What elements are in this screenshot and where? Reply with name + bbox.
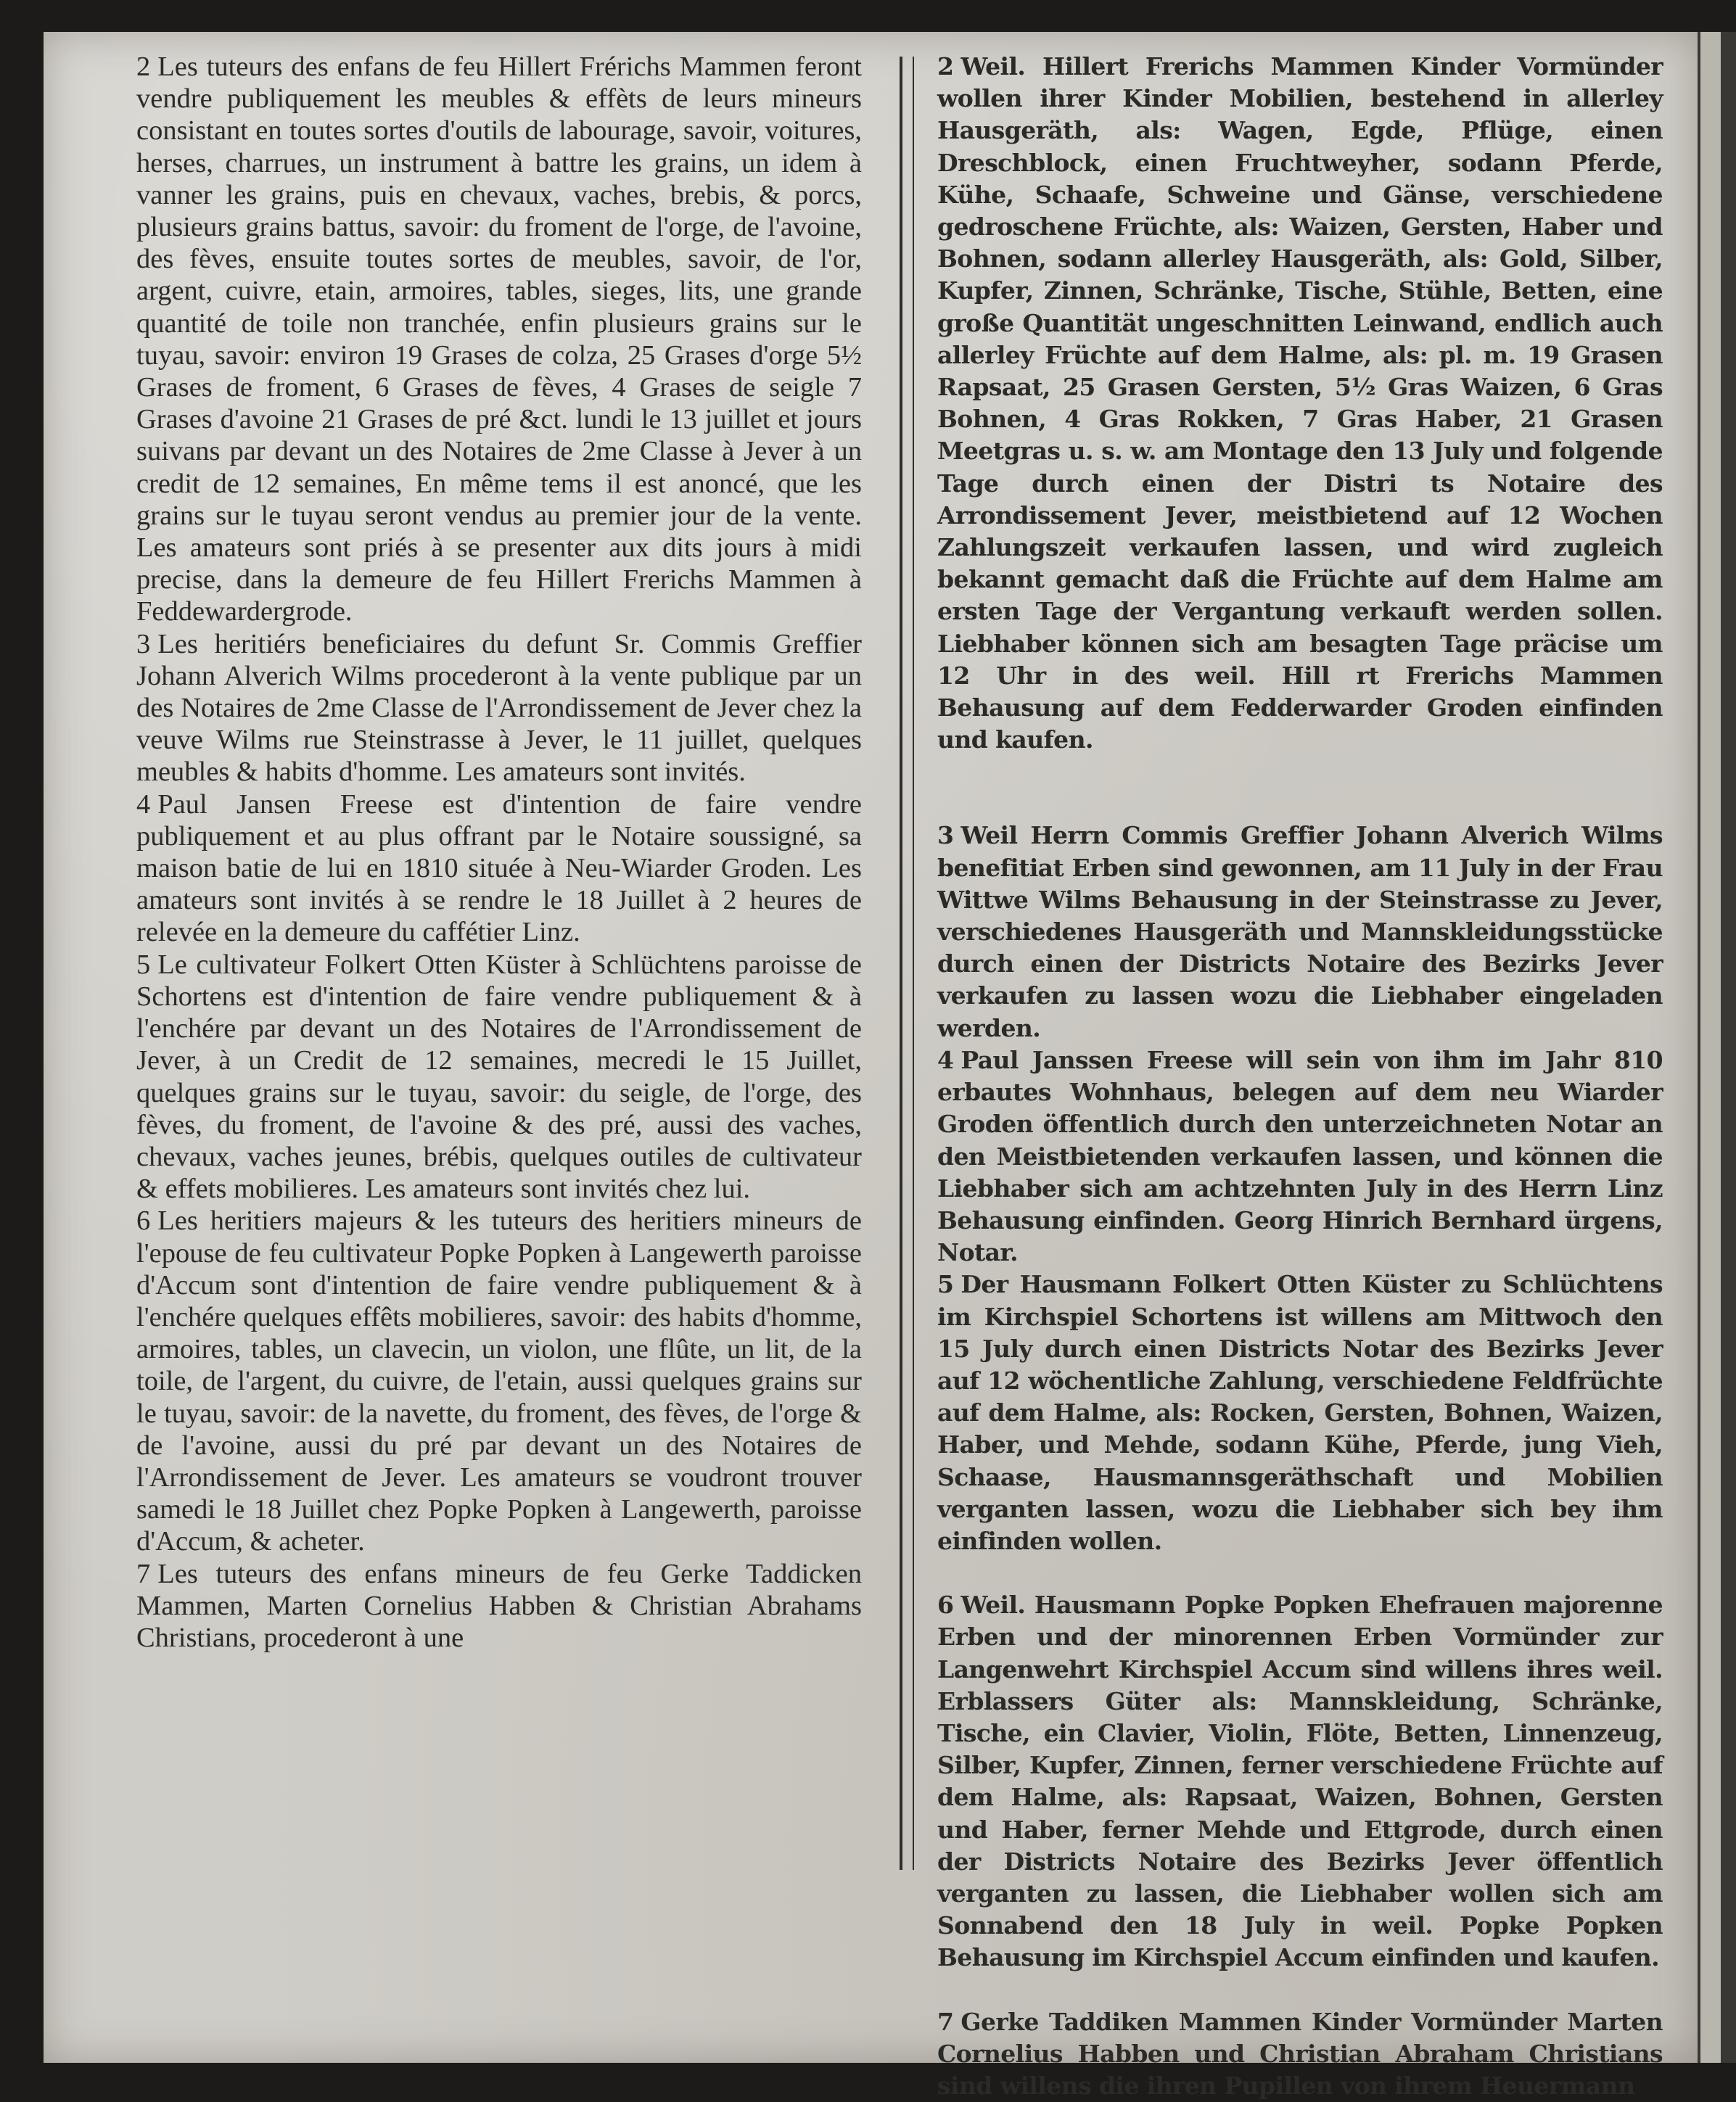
de-notice-2 — [937, 51, 1663, 756]
fr-notice-4 — [136, 788, 862, 949]
notice-text: Les tuteurs des enfans mineurs de feu Gerke Taddicken Mammen, Marten Cornelius Habben & Christian Abrahams Christians, procederont à une — [136, 1558, 862, 1653]
notice-number: 7 — [937, 2007, 954, 2036]
notice-number: 6 — [136, 1205, 151, 1237]
fr-notice-5 — [136, 949, 862, 1205]
notice-text: Paul Jansen Freese est d'intention de faire vendre publiquement et au plus offrant par le Notaire soussigné, sa maison batie de lui en 1810 située à Neu-Wiarder Groden. Les amateurs sont invités à se rendre le 18 Juillet à 2 heures de relevée en la demeure du caffétier Linz. — [136, 788, 862, 948]
notice-text: Le cultivateur Folkert Otten Küster à Schlüchtens paroisse de Schortens est d'intention de faire vendre publiquement & à l'enchére par devant un des Notaires de l'Arrondissement de Jever, à un Credit de 12 semaines, mecredi le 15 Juillet, quelques grains sur le tuyau, savoir: du seigle, de l'orge, des fèves, du froment, de l'avoine & des pré, aussi des vaches, chevaux, vaches jeunes, brébis, quelques outiles de cultivateur & effets mobilieres. Les amateurs sont invités chez lui. — [136, 949, 862, 1205]
fr-notice-6 — [136, 1205, 862, 1557]
column-divider — [900, 57, 914, 1870]
de-notice-3 — [937, 820, 1663, 1044]
notice-text: Les heritiérs beneficiaires du defunt Sr. Commis Greffier Johann Alverich Wilms procederont à la vente publique par un des Notaires de 2me Classe de l'Arrondissement de Jever chez la veuve Wilms rue Steinstrasse à Jever, le 11 juillet, quelques meubles & habits d'homme. Les amateurs sont invités. — [136, 628, 862, 788]
notice-number: 2 — [136, 51, 151, 82]
notice-text: Paul Janssen Freese will sein von ihm im Jahr 810 erbautes Wohnhaus, belegen auf dem neu Wiarder Groden öffentlich durch den unterzeichneten Notar an den Meistbietenden verkaufen lassen, und können die Liebhaber sich am achtzehnten July in des Herrn Linz Behausung einfinden. Georg Hinrich Bernhard ürgens, Notar. — [937, 1045, 1663, 1267]
de-notice-6 — [937, 1589, 1663, 1974]
notice-number: 3 — [136, 628, 151, 659]
spacer — [937, 1557, 1663, 1589]
facing-page-edge — [1698, 32, 1736, 2063]
fr-notice-2 — [136, 51, 862, 628]
notice-text: Weil Herrn Commis Greffier Johann Alverich Wilms benefitiat Erben sind gewonnen, am 11 July in der Frau Wittwe Wilms Behausung in der Steinstrasse zu Jever, verschiedenes Hausgeräth und Mannskleidungsstücke durch einen der Districts Notaire des Bezirks Jever verkaufen zu lassen wozu die Liebhaber eingeladen werden. — [937, 821, 1663, 1042]
fr-notice-3 — [136, 628, 862, 788]
notice-text: Der Hausmann Folkert Otten Küster zu Schlüchtens im Kirchspiel Schortens ist willens am Mittwoch den 15 July durch einen Districts Notar des Bezirks Jever auf 12 wöchentliche Zahlung, verschiedene Feldfrüchte auf dem Halme, als: Rocken, Gersten, Bohnen, Waizen, Haber, und Mehde, sodann Kühe, Pferde, jung Vieh, Schaase, Hausmannsgeräthschaft und Mobilien verganten lassen, wozu die Liebhaber sich bey ihm einfinden wollen. — [937, 1270, 1663, 1555]
notice-text: Gerke Taddiken Mammen Kinder Vormünder Marten Cornelius Habben und Christian Abraham Christians sind willens die ihren Pupillen von ihrem Heuermann — [937, 2007, 1663, 2100]
notice-number: 5 — [937, 1270, 954, 1299]
de-notice-7 — [937, 2006, 1663, 2102]
german-column — [937, 51, 1663, 2102]
de-notice-4 — [937, 1044, 1663, 1269]
de-notice-5 — [937, 1269, 1663, 1557]
notice-number: 5 — [136, 949, 151, 980]
notice-text: Weil. Hausmann Popke Popken Ehefrauen majorenne Erben und der minorennen Erben Vormünder zur Langenwehrt Kirchspiel Accum sind willens ihres weil. Erblassers Güter als: Mannskleidung, Schränke, Tische, ein Clavier, Violin, Flöte, Betten, Linnenzeug, Silber, Kupfer, Zinnen, ferner verschiedene Früchte auf dem Halme, als: Rapsaat, Waizen, Bohnen, Gersten und Haber, ferner Mehde und Ettgrode, durch einen der Districts Notaire des Bezirks Jever öffentlich verganten zu lassen, die Liebhaber wollen sich am Sonnabend den 18 July in weil. Popke Popken Behausung im Kirchspiel Accum einfinden und kaufen. — [937, 1591, 1663, 1972]
notice-number: 2 — [937, 52, 954, 81]
notice-number: 4 — [937, 1045, 954, 1074]
spacer — [937, 1974, 1663, 2006]
notice-text: Les heritiers majeurs & les tuteurs des heritiers mineurs de l'epouse de feu cultivateur Popke Popken à Langewerth paroisse d'Accum sont d'intention de faire vendre publiquement & à l'enchére quelques effêts mobilieres, savoir: des habits d'homme, armoires, tables, un clavecin, un violon, une flûte, un lit, de la toile, de l'argent, du cuivre, de l'etain, aussi quelques grains sur le tuyau, savoir: de la navette, du froment, des fèves, de l'orge & de l'avoine, aussi du pré par devant un des Notaires de l'Arrondissement de Jever. Les amateurs se voudront trouver samedi le 18 Juillet chez Popke Popken à Langewerth, paroisse d'Accum, & acheter. — [136, 1205, 862, 1557]
notice-number: 7 — [136, 1558, 151, 1589]
facing-page-sliver — [1700, 32, 1721, 2063]
fr-notice-7 — [136, 1558, 862, 1654]
notice-number: 3 — [937, 821, 954, 850]
notice-text: Les tuteurs des enfans de feu Hillert Frérichs Mammen feront vendre publiquement les meubles & effèts de leurs mineurs consistant en toutes sortes d'outils de labourage, savoir, voitures, herses, charrues, un instrument à battre les grains, un idem à vanner les grains, puis en chevaux, vaches, brebis, & porcs, plusieurs grains battus, savoir: du froment de l'orge, de l'avoine, des fèves, ensuite toutes sortes de meubles, savoir, de l'or, argent, cuivre, etain, armoires, tables, sieges, lits, une grande quantité de toile non tranchée, enfin plusieurs grains sur le tuyau, savoir: environ 19 Grases de colza, 25 Grases d'orge 5½ Grases de froment, 6 Grases de fèves, 4 Grases de seigle 7 Grases d'avoine 21 Grases de pré &ct. lundi le 13 juillet et jours suivans par devant un des Notaires de 2me Classe à Jever à un credit de 12 semaines, En même tems il est anoncé, que les grains sur le tuyau seront vendus au premier jour de la vente. Les amateurs sont priés à se presenter aux dits jours à midi precise, dans la demeure de feu Hillert Frerichs Mammen à Feddewardergrode. — [136, 51, 862, 627]
notice-text: Weil. Hillert Frerichs Mammen Kinder Vormünder wollen ihrer Kinder Mobilien, bestehend in allerley Hausgeräth, als: Wagen, Egde, Pflüge, einen Dreschblock, einen Fruchtweyher, sodann Pferde, Kühe, Schaafe, Schweine und Gänse, verschiedene gedroschene Früchte, als: Waizen, Gersten, Haber und Bohnen, sodann allerley Hausgeräth, als: Gold, Silber, Kupfer, Zinnen, Schränke, Tische, Stühle, Betten, eine große Quantität ungeschnitten Leinwand, endlich auch allerley Früchte auf dem Halme, als: pl. m. 19 Grasen Rapsaat, 25 Grasen Gersten, 5½ Gras Waizen, 6 Gras Bohnen, 4 Gras Rokken, 7 Gras Haber, 21 Grasen Meetgras u. s. w. am Montage den 13 July und folgende Tage durch einen der Distri ts Notaire des Arrondissement Jever, meistbietend auf 12 Wochen Zahlungszeit verkaufen lassen, und wird zugleich bekannt gemacht daß die Früchte auf dem Halme am ersten Tage der Vergantung verkauft werden sollen. Liebhaber können sich am besagten Tage präcise um 12 Uhr in des weil. Hill rt Frerichs Mammen Behausung auf dem Fedderwarder Groden einfinden und kaufen. — [937, 52, 1663, 754]
notice-number: 4 — [136, 788, 151, 820]
spacer — [937, 756, 1663, 820]
french-column — [136, 51, 862, 1654]
notice-number: 6 — [937, 1591, 954, 1620]
